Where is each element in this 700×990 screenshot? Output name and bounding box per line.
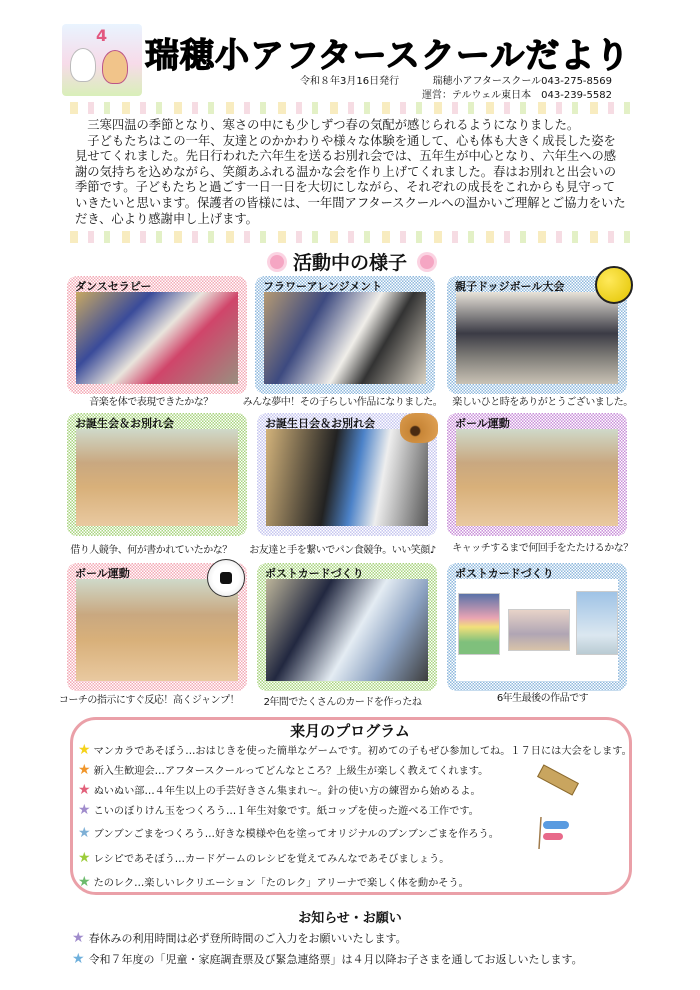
activity-photo-frame [67,413,247,536]
activity-photo [266,579,428,681]
activity-label: ボール運動 [75,567,130,580]
contact-phone: 瑞穂小アフタースクール043-275-8569 [432,76,612,87]
activity-caption: 借り人競争、何が書かれていたかな？ [70,545,232,556]
cat-character-illustration [70,48,96,82]
program-item-text: レシピであそぼう…カードゲームのレシピを覚えてみんなであそびましょう。 [93,854,450,865]
program-item [78,762,488,777]
activity-caption: キャッチするまで何回手をたたけるかな？ [452,543,633,554]
koinobori-icon [538,815,572,849]
activity-photo-frame [447,563,627,691]
volleyball-icon [595,266,633,304]
activity-label: ボール運動 [455,417,510,430]
activity-photo-frame [67,276,247,394]
star-icon: ★ [78,849,91,866]
issue-date: 令和８年3月16日発行 [300,76,400,87]
notice-item [72,930,407,946]
intro-paragraph: 三寒四温の季節となり、寒さの中にも少しずつ春の気配が感じられるようになりました。 [87,118,580,132]
newsletter-title: 瑞穂小アフタースクールだより [145,36,631,76]
program-item-text: ブンブンごまをつくろう…好きな模様や色を塗ってオリジナルのブンブンごまを作ろう。 [93,829,499,840]
activity-photo [264,292,426,384]
bread-icon [400,413,438,443]
activity-photo [76,292,238,384]
activity-label: お誕生日会＆お別れ会 [265,417,375,430]
decorative-strip [70,102,630,114]
program-item [78,874,469,889]
activity-photo [456,292,618,384]
activity-caption: 2年間でたくさんのカードを作ったね [263,697,422,708]
star-icon: ★ [78,873,91,890]
activity-caption: 楽しいひと時をありがとうございました。 [452,397,633,408]
activity-caption: コーチの指示にすぐ反応！高くジャンプ！ [58,695,240,706]
program-item [78,825,499,840]
star-icon: ★ [78,741,91,758]
flower-icon [420,255,434,269]
activity-photo [76,429,238,526]
issue-number: 4 [96,26,108,45]
activity-caption: 音楽を体で表現できたかな？ [89,397,213,408]
activity-photo-frame [255,276,435,394]
program-item-text: たのレク…楽しいレクリエーション「たのレク」アリーナで楽しく体を動かそう。 [93,878,469,889]
notice-item [72,951,583,967]
postcard-image [458,593,500,655]
program-title: 来月のプログラム [290,722,410,740]
program-item [78,850,449,865]
program-item [78,802,479,817]
program-item [78,742,632,757]
activity-label: お誕生会＆お別れ会 [75,417,174,430]
program-item-text: ぬいぬい部…４年生以上の手芸好きさん集まれ～。針の使い方の練習から始めるよ。 [93,786,481,797]
soccer-ball-icon [207,559,245,597]
star-icon: ★ [78,761,91,778]
program-item-text: 新入生歓迎会…アフタースクールってどんなところ？上級生が楽しく教えてくれます。 [93,766,489,777]
program-item-text: マンカラであそぼう…おはじきを使った簡単なゲームです。初めての子もぜひ参加してね。１７日には大会をします。 [93,746,632,757]
activity-label: ポストカードづくり [265,567,364,580]
activity-photo [456,429,618,526]
activities-title: 活動中の様子 [292,252,407,274]
notice-item-text: 春休みの利用時間は必ず登所時間のご入力をお願いいたします。 [88,932,407,945]
activity-caption: お友達と手を繋いでパン食競争。いい笑顔♪ [249,545,436,556]
notice-item-text: 令和７年度の「児童・家庭調査票及び緊急連絡票」は４月以降お子さまを通してお返しいたします。 [88,953,583,966]
program-item [78,782,481,797]
activity-label: ポストカードづくり [455,567,554,580]
activity-photo [266,429,428,526]
postcard-image [576,591,618,655]
activity-caption: みんな夢中！その子らしい作品になりました。 [242,397,443,408]
star-icon: ★ [78,824,91,841]
operator-info: 運営：テルウェル東日本 043-239-5582 [422,90,612,101]
activity-photo [76,579,238,681]
activity-label: フラワーアレンジメント [263,280,383,293]
postcard-image [508,609,570,651]
star-icon: ★ [72,951,85,967]
cat-character-illustration [102,50,128,84]
intro-text [75,118,627,227]
activity-label: 親子ドッジボール大会 [455,280,565,293]
star-icon: ★ [78,801,91,818]
postcard-gallery [456,579,618,681]
activity-photo-frame [257,563,437,691]
intro-paragraph: 子どもたちはこの一年、友達とのかかわりや様々な体験を通して、心も体も大きく成長した姿を見せてくれました。先日行われた六年生を送るお別れ会では、五年生が中心となり、六年生への感謝の気持ちを込めながら、笑顔あふれる温かな会を作り上げてくれました。春はお別れと出会いの季節です。子どもたちと過ごす一日一日を大切にしながら、それぞれの成長をこれからも見守っていきたいと思います。保護者の皆様には、一年間アフタースクールへの温かいご理解とご協力をいただき、心より感謝申し上げます。 [75,133,626,226]
header-illustration [62,24,142,96]
activity-label: ダンスセラピー [75,280,152,293]
star-icon: ★ [78,781,91,798]
decorative-strip [70,231,630,243]
notices-title: お知らせ・お願い [298,911,402,926]
star-icon: ★ [72,930,85,946]
activity-photo-frame [447,413,627,536]
program-item-text: こいのぼりけん玉をつくろう…１年生対象です。紙コップを使った遊べる工作です。 [93,806,479,817]
activity-caption: 6年生最後の作品です [496,693,589,704]
header-info [300,72,612,87]
flower-icon [270,255,284,269]
